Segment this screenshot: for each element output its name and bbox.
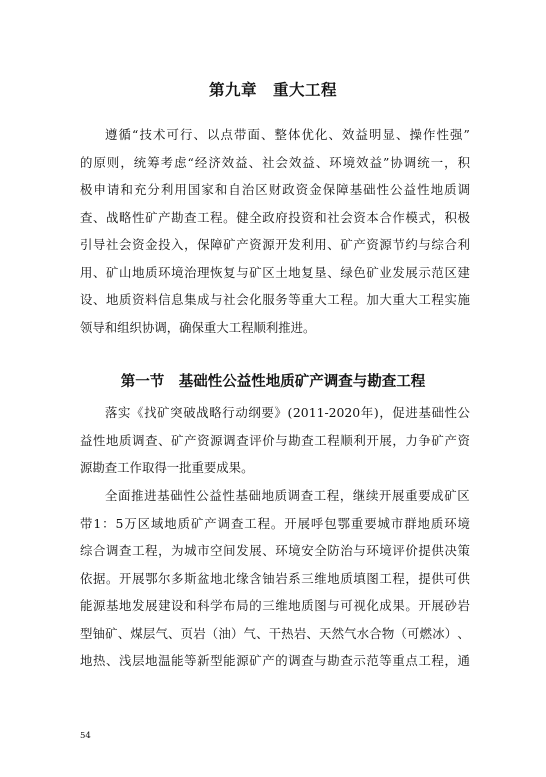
paragraph-line: 全 面 推 进 基 础 性 公 益 性 基 础 地 质 调 查 工 程 ， 继 续 开 展 重 要 成 矿 区	[105, 488, 470, 503]
paragraph-line: 极 申 请 和 充 分 利 用 国 家 和 自 治 区 财 政 资 金 保 障 基 础 性 公 益 性 地 质 调	[80, 182, 470, 197]
paragraph-line: 用 、 矿 山 地 质 环 境 治 理 恢 复 与 矿 区 土 地 复 垦 、 绿 色 矿 业 发 展 示 范 区 建	[80, 264, 470, 280]
paragraph-line: 益 性 地 质 调 查 、 矿 产 资 源 调 查 评 价 与 勘 查 工 程 顺 利 开 展 ， 力 争 矿 产 资	[80, 432, 470, 448]
paragraph-line: 综 合 调 查 工 程 ， 为 城 市 空 间 发 展 、 环 境 安 全 防 治 与 环 境 评 价 提 供 决 策	[80, 543, 470, 558]
section-title: 第一节 基础性公益性地质矿产调查与勘查工程	[120, 374, 426, 390]
page-number: 54	[80, 731, 91, 741]
paragraph-line: 源勘查工作取得一批重要成果。	[80, 460, 254, 475]
paragraph-line: 遵 循 “ 技 术 可 行 、 以 点 带 面 、 整 体 优 化 、 效 益 明 显 、 操 作 性 强 ”	[105, 127, 470, 142]
paragraph-line: 带 1 ： 5 万 区 域 地 质 矿 产 调 查 工 程 。 开 展 呼 包 鄂 重 要 城 市 群 地 质 环 境	[80, 515, 470, 531]
paragraph-line: 能 源 基 地 发 展 建 设 和 科 学 布 局 的 三 维 地 质 图 与 可 视 化 成 果 。 开 展 砂 岩	[80, 598, 470, 613]
paragraph-line: 领导和组织协调，确保重大工程顺利推进。	[80, 319, 316, 335]
paragraph-line: 引 导 社 会 资 金 投 入 ， 保 障 矿 产 资 源 开 发 利 用 、 矿 产 资 源 节 约 与 综 合 利	[80, 237, 470, 252]
paragraph-line: 落 实 《 找 矿 突 破 战 略 行 动 纲 要 》 ( 2011-2020 年 ) ， 促 进 基 础 性 公	[105, 405, 470, 420]
paragraph-line: 型 铀 矿 、 煤 层 气 、 页 岩 （ 油 ） 气 、 干 热 岩 、 天 然 气 水 合 物 （ 可 燃 冰 ） 、	[80, 625, 470, 641]
paragraph-line: 查 、 战 略 性 矿 产 勘 查 工 程 。 健 全 政 府 投 资 和 社 会 资 本 合 作 模 式 ， 积 极	[80, 209, 470, 225]
paragraph-line: 地 热 、 浅 层 地 温 能 等 新 型 能 源 矿 产 的 调 查 与 勘 查 示 范 等 重 点 工 程 ， 通	[80, 653, 470, 668]
chapter-title: 第九章 重大工程	[208, 81, 337, 99]
paragraph-line: 设 、 地 质 资 料 信 息 集 成 与 社 会 化 服 务 等 重 大 工 程 。 加 大 重 大 工 程 实 施	[80, 292, 470, 307]
paragraph-line: 依 据 。 开 展 鄂 尔 多 斯 盆 地 北 缘 含 铀 岩 系 三 维 地 质 填 图 工 程 ， 提 供 可 供	[80, 570, 470, 586]
paragraph-line: 的 原 则 ， 统 筹 考 虑 “ 经 济 效 益 、 社 会 效 益 、 环 境 效 益 ” 协 调 统 一 ， 积	[80, 154, 470, 170]
